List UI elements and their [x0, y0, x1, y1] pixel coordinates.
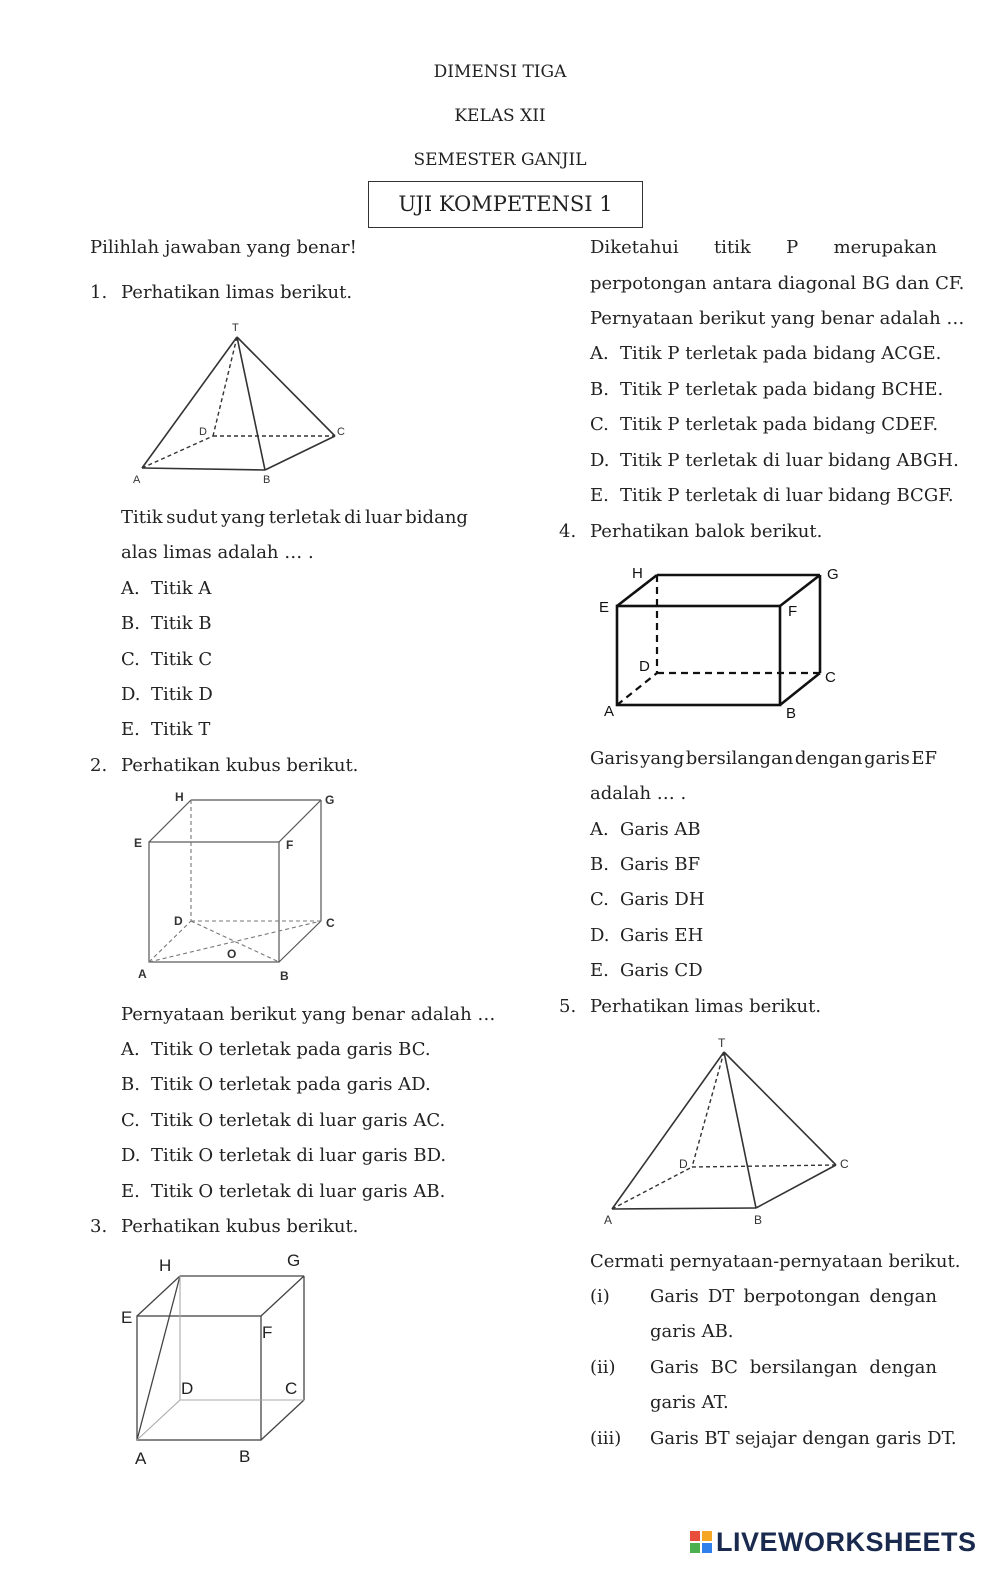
label-t: T	[232, 322, 239, 334]
q5-number: 5.	[559, 996, 577, 1017]
diagonal-ah	[137, 1276, 180, 1440]
label-c: C	[825, 669, 836, 686]
q5-statement-2-num: (ii)	[590, 1357, 616, 1378]
q5-statement-3-num: (iii)	[590, 1428, 622, 1449]
q1-prompt: Perhatikan limas berikut.	[121, 282, 353, 303]
label-d: D	[199, 426, 207, 438]
q2-option-a[interactable]: A.	[121, 1039, 140, 1060]
q3-prompt: Perhatikan kubus berikut.	[121, 1216, 359, 1237]
q2-number: 2.	[90, 755, 108, 776]
q3-number: 3.	[90, 1216, 108, 1237]
label-b: B	[786, 705, 797, 722]
label-b: B	[263, 474, 271, 486]
q1-option-e-text: Titik T	[151, 719, 211, 740]
q2-option-d[interactable]: D.	[121, 1145, 141, 1166]
q2-option-e-text: Titik O terletak di luar garis AB.	[151, 1181, 446, 1202]
q3-stem-line2: perpotongan antara diagonal BG dan CF.	[590, 273, 965, 294]
label-d: D	[639, 658, 650, 675]
q2-option-b[interactable]: B.	[121, 1074, 140, 1095]
face-abfe	[617, 606, 780, 705]
q5-prompt: Perhatikan limas berikut.	[590, 996, 822, 1017]
q2-prompt: Perhatikan kubus berikut.	[121, 755, 359, 776]
label-f: F	[286, 838, 294, 852]
q4-option-c[interactable]: C.	[590, 889, 609, 910]
q4-option-d-text: Garis EH	[620, 925, 704, 946]
q4-option-e-text: Garis CD	[620, 960, 703, 981]
label-d: D	[174, 914, 183, 928]
q4-option-c-text: Garis DH	[620, 889, 705, 910]
q1-number: 1.	[90, 282, 108, 303]
q3-option-a-text: Titik P terletak pada bidang ACGE.	[620, 343, 942, 364]
liveworksheets-logo[interactable]	[690, 1527, 977, 1557]
label-f: F	[262, 1323, 273, 1342]
q3-option-d-text: Titik P terletak di luar bidang ABGH.	[620, 450, 959, 471]
q5-statement-1-num: (i)	[590, 1286, 610, 1307]
q2-option-d-text: Titik O terletak di luar garis BD.	[151, 1145, 447, 1166]
label-c: C	[337, 426, 345, 438]
q5-statement-2-line2: garis AT.	[650, 1392, 729, 1413]
label-t: T	[718, 1036, 726, 1050]
label-a: A	[604, 1213, 613, 1227]
q3-cube-figure	[115, 1245, 325, 1475]
label-c: C	[840, 1157, 849, 1171]
q4-cuboid-figure	[595, 560, 850, 730]
logo-block-1	[690, 1531, 700, 1541]
q2-cube-figure	[125, 785, 355, 985]
q1-option-d-text: Titik D	[151, 684, 213, 705]
doc-semester: SEMESTER GANJIL	[413, 150, 587, 170]
label-c: C	[285, 1379, 298, 1398]
q3-option-d[interactable]: D.	[590, 450, 610, 471]
edge-bc	[265, 436, 335, 470]
logo-blocks-icon	[690, 1531, 712, 1553]
q2-option-b-text: Titik O terletak pada garis AD.	[151, 1074, 431, 1095]
q5-pyramid-figure	[596, 1030, 866, 1235]
q1-option-e[interactable]: E.	[121, 719, 140, 740]
q1-option-a[interactable]: A.	[121, 578, 140, 599]
label-e: E	[121, 1308, 133, 1327]
label-g: G	[827, 566, 839, 583]
q3-option-e-text: Titik P terletak di luar bidang BCGF.	[620, 485, 954, 506]
q4-option-b[interactable]: B.	[590, 854, 609, 875]
logo-text: LIVEWORKSHEETS	[716, 1526, 977, 1557]
label-h: H	[159, 1256, 172, 1275]
logo-block-2	[702, 1531, 712, 1541]
q4-option-a-text: Garis AB	[620, 819, 701, 840]
q3-option-c[interactable]: C.	[590, 414, 609, 435]
instruction: Pilihlah jawaban yang benar!	[90, 237, 357, 258]
q3-option-b-text: Titik P terletak pada bidang BCHE.	[620, 379, 944, 400]
q5-statement-2-line1: Garis BC bersilangan dengan	[650, 1357, 937, 1378]
label-a: A	[138, 967, 147, 981]
q2-option-a-text: Titik O terletak pada garis BC.	[151, 1039, 431, 1060]
label-d: D	[679, 1157, 688, 1171]
label-b: B	[239, 1447, 251, 1466]
logo-block-4	[702, 1543, 712, 1553]
face-abfe	[137, 1316, 261, 1440]
label-b: B	[280, 969, 289, 983]
q3-option-e[interactable]: E.	[590, 485, 609, 506]
q3-option-a[interactable]: A.	[590, 343, 609, 364]
q4-option-a[interactable]: A.	[590, 819, 609, 840]
q4-option-e[interactable]: E.	[590, 960, 609, 981]
q1-option-b-text: Titik B	[151, 613, 212, 634]
face-abfe	[149, 842, 279, 962]
label-g: G	[325, 793, 335, 807]
q1-option-b[interactable]: B.	[121, 613, 140, 634]
q1-option-a-text: Titik A	[151, 578, 212, 599]
edge-ta	[142, 337, 237, 468]
q5-statement-3-line1: Garis BT sejajar dengan garis DT.	[650, 1428, 957, 1449]
label-c: C	[326, 916, 335, 930]
label-a: A	[604, 703, 615, 720]
page-title: UJI KOMPETENSI 1	[368, 181, 643, 228]
label-a: A	[133, 474, 141, 486]
q4-stem-line1: Garis yang bersilangan dengan garis EF	[590, 748, 937, 769]
edge-tc	[237, 337, 335, 436]
label-e: E	[599, 599, 610, 616]
edge-tb	[237, 337, 265, 470]
q5-statement-1-line1: Garis DT berpotongan dengan	[650, 1286, 937, 1307]
label-h: H	[632, 565, 643, 582]
q4-option-d[interactable]: D.	[590, 925, 610, 946]
q2-option-c[interactable]: C.	[121, 1110, 140, 1131]
label-a: A	[135, 1449, 147, 1468]
edge-td-hidden	[213, 337, 237, 436]
logo-block-3	[690, 1543, 700, 1553]
q2-stem: Pernyataan berikut yang benar adalah …	[121, 1004, 496, 1025]
q4-prompt: Perhatikan balok berikut.	[590, 521, 823, 542]
edge-ab	[142, 468, 265, 470]
label-f: F	[788, 603, 798, 620]
doc-class: KELAS XII	[454, 106, 546, 126]
q3-stem-line3: Pernyataan berikut yang benar adalah …	[590, 308, 965, 329]
q4-stem-line2: adalah … .	[590, 783, 687, 804]
label-g: G	[287, 1251, 301, 1270]
label-e: E	[134, 836, 143, 850]
q4-number: 4.	[559, 521, 577, 542]
label-h: H	[175, 790, 184, 804]
label-b: B	[754, 1213, 763, 1227]
q5-statement-1-line2: garis AB.	[650, 1321, 734, 1342]
label-o: O	[227, 947, 237, 961]
doc-subject: DIMENSI TIGA	[433, 62, 567, 82]
q2-option-e[interactable]: E.	[121, 1181, 140, 1202]
q1-option-c-text: Titik C	[151, 649, 213, 670]
q5-stem: Cermati pernyataan-pernyataan berikut.	[590, 1251, 961, 1272]
q3-option-c-text: Titik P terletak pada bidang CDEF.	[620, 414, 939, 435]
q3-stem-line1: Diketahui titik P merupakan	[590, 237, 937, 258]
label-d: D	[181, 1379, 194, 1398]
q1-stem-line2: alas limas adalah … .	[121, 542, 314, 563]
q1-stem-line1: Titik sudut yang terletak di luar bidang	[121, 507, 468, 528]
q1-option-c[interactable]: C.	[121, 649, 140, 670]
q1-option-d[interactable]: D.	[121, 684, 141, 705]
q4-option-b-text: Garis BF	[620, 854, 701, 875]
q2-option-c-text: Titik O terletak di luar garis AC.	[151, 1110, 446, 1131]
q3-option-b[interactable]: B.	[590, 379, 609, 400]
q1-pyramid-figure	[125, 315, 355, 490]
